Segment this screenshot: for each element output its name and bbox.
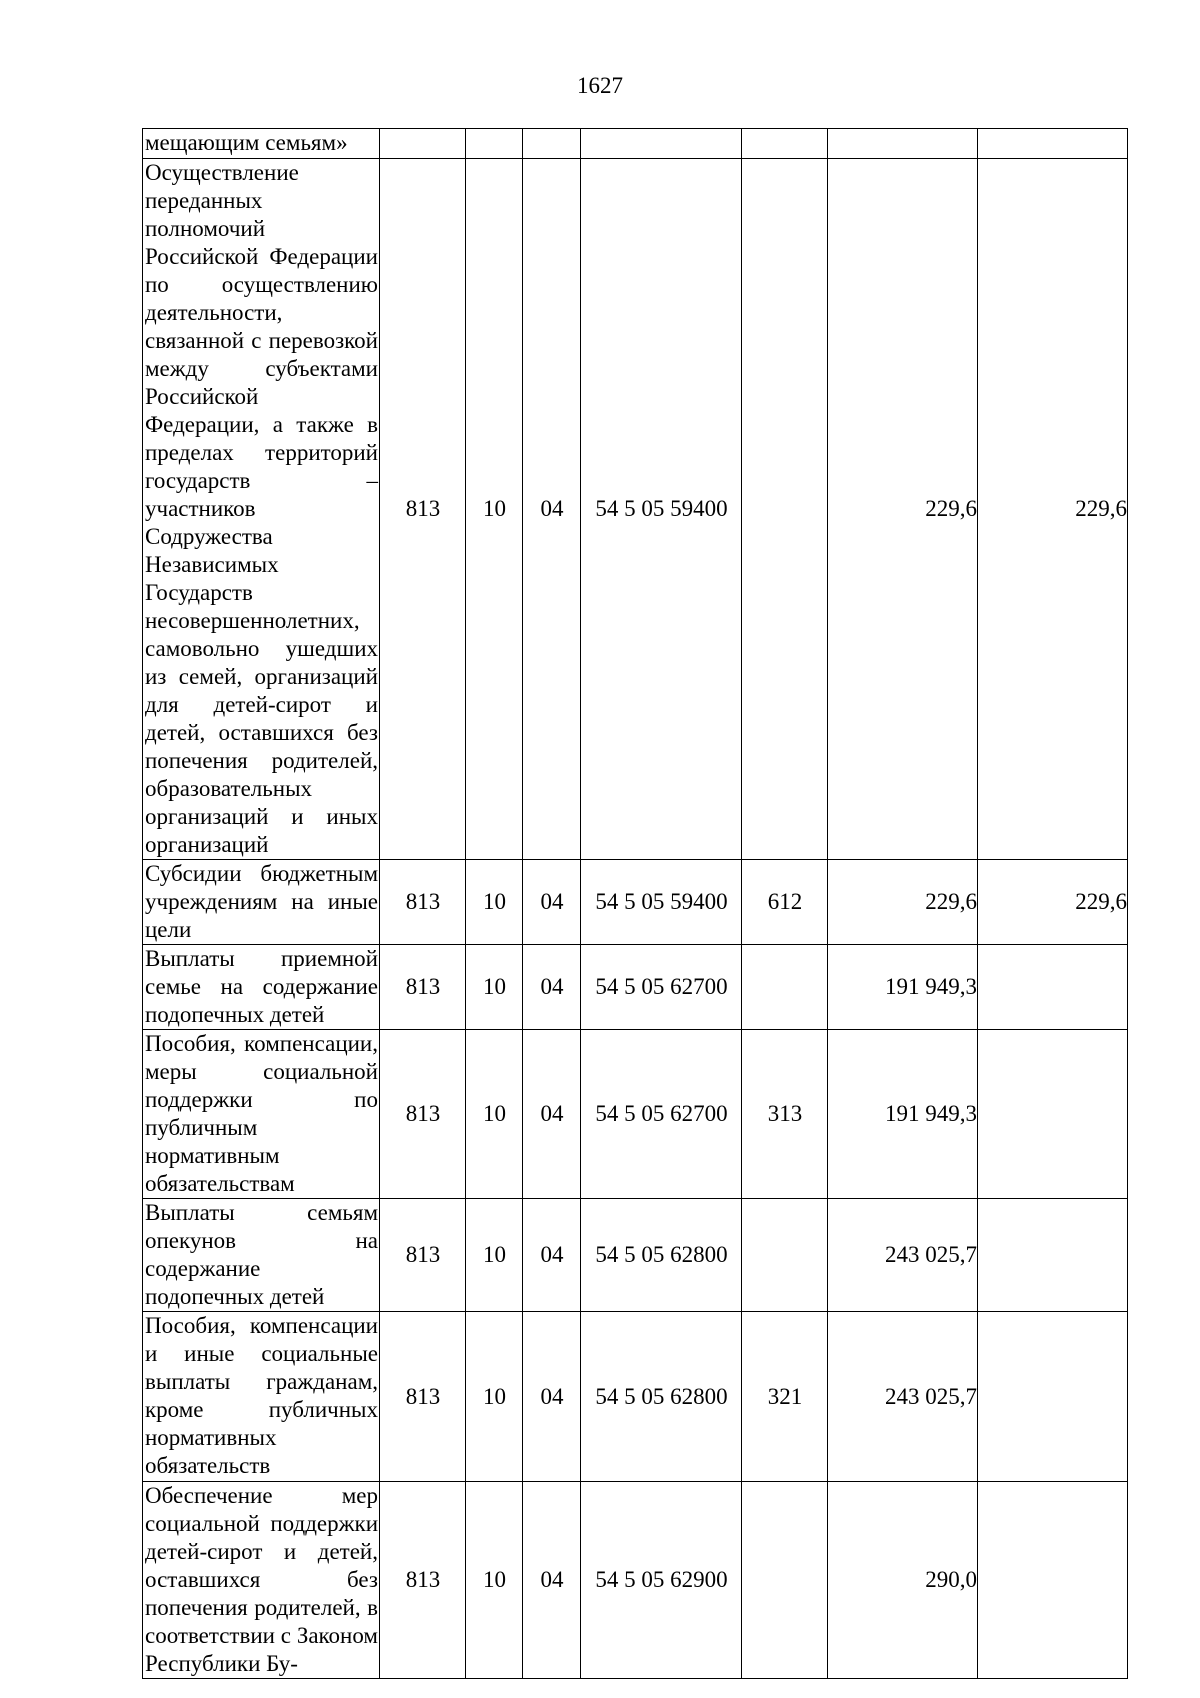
col-pr: 10	[466, 945, 523, 1030]
table-row	[143, 1030, 1128, 1199]
col-sum2	[978, 129, 1128, 159]
row-description: мещающим семьям»	[143, 129, 380, 159]
col-rz: 813	[380, 1312, 466, 1482]
col-pr: 10	[466, 1199, 523, 1312]
col-csr: 54 5 05 62900	[581, 1482, 742, 1679]
col-rz: 813	[380, 1482, 466, 1679]
col-sum2	[978, 1312, 1128, 1482]
col-vr	[742, 129, 828, 159]
row-description: Обеспечение мер социальной поддержки детей-сирот и детей, оставшихся без попечения родителей, в соответствии с Законом Республики Бу-	[143, 1482, 380, 1679]
table-row	[143, 129, 1128, 159]
col-pr: 10	[466, 1482, 523, 1679]
table-row	[143, 1312, 1128, 1482]
col-ps: 04	[523, 159, 581, 860]
col-sum1: 229,6	[828, 860, 978, 945]
col-rz: 813	[380, 159, 466, 860]
col-vr: 612	[742, 860, 828, 945]
col-sum1: 229,6	[828, 159, 978, 860]
table-row	[143, 159, 1128, 860]
col-pr: 10	[466, 1030, 523, 1199]
table-row	[143, 1482, 1128, 1679]
col-csr: 54 5 05 62700	[581, 945, 742, 1030]
col-sum1: 191 949,3	[828, 1030, 978, 1199]
col-csr: 54 5 05 59400	[581, 860, 742, 945]
col-pr	[466, 129, 523, 159]
col-sum1: 290,0	[828, 1482, 978, 1679]
table-row	[143, 860, 1128, 945]
col-ps	[523, 129, 581, 159]
col-sum1	[828, 129, 978, 159]
row-description: Осуществление переданных полномочий Российской Федерации по осуществлению деятельности, связанной с перевозкой между субъектами Российской Федерации, а также в пределах территорий государств – участников Содружества Независимых Государств несовершеннолетних, самовольно ушедших из семей, организаций для детей-сирот и детей, оставшихся без попечения родителей, образовательных организаций и иных организаций	[143, 159, 380, 860]
col-vr: 313	[742, 1030, 828, 1199]
col-vr	[742, 945, 828, 1030]
col-vr: 321	[742, 1312, 828, 1482]
row-description: Пособия, компенсации и иные социальные выплаты гражданам, кроме публичных нормативных обязательств	[143, 1312, 380, 1482]
col-csr: 54 5 05 62800	[581, 1199, 742, 1312]
col-csr: 54 5 05 62800	[581, 1312, 742, 1482]
col-rz: 813	[380, 1199, 466, 1312]
col-ps: 04	[523, 1199, 581, 1312]
col-csr: 54 5 05 62700	[581, 1030, 742, 1199]
row-description: Выплаты семьям опекунов на содержание подопечных детей	[143, 1199, 380, 1312]
col-sum2	[978, 945, 1128, 1030]
row-description: Пособия, компенсации, меры социальной поддержки по публичным нормативным обязательствам	[143, 1030, 380, 1199]
col-sum2	[978, 1482, 1128, 1679]
col-vr	[742, 1482, 828, 1679]
col-sum2: 229,6	[978, 159, 1128, 860]
col-sum2	[978, 1030, 1128, 1199]
col-ps: 04	[523, 860, 581, 945]
row-description: Выплаты приемной семье на содержание подопечных детей	[143, 945, 380, 1030]
table-row	[143, 945, 1128, 1030]
col-ps: 04	[523, 1312, 581, 1482]
col-ps: 04	[523, 1030, 581, 1199]
col-sum2	[978, 1199, 1128, 1312]
col-sum2: 229,6	[978, 860, 1128, 945]
col-rz	[380, 129, 466, 159]
row-description: Субсидии бюджетным учреждениям на иные цели	[143, 860, 380, 945]
col-pr: 10	[466, 1312, 523, 1482]
col-rz: 813	[380, 1030, 466, 1199]
col-sum1: 243 025,7	[828, 1199, 978, 1312]
table-row	[143, 1199, 1128, 1312]
col-sum1: 243 025,7	[828, 1312, 978, 1482]
col-csr: 54 5 05 59400	[581, 159, 742, 860]
col-pr: 10	[466, 860, 523, 945]
budget-table	[142, 128, 1128, 1679]
col-rz: 813	[380, 945, 466, 1030]
page-number: 1627	[577, 73, 623, 98]
col-ps: 04	[523, 945, 581, 1030]
col-ps: 04	[523, 1482, 581, 1679]
col-csr	[581, 129, 742, 159]
col-rz: 813	[380, 860, 466, 945]
col-vr	[742, 159, 828, 860]
col-pr: 10	[466, 159, 523, 860]
col-vr	[742, 1199, 828, 1312]
col-sum1: 191 949,3	[828, 945, 978, 1030]
